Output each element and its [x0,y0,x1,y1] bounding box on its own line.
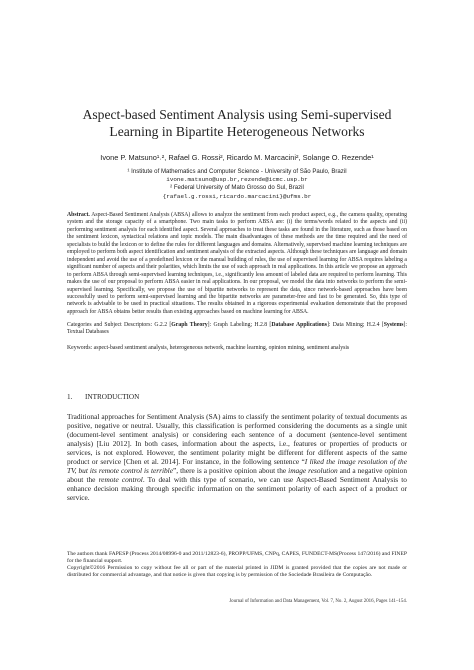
affiliations [40,168,434,201]
abstract-label: Abstract. [67,212,90,218]
categories-mid-1: ]: Graph Labeling; H.2.8 [ [207,322,272,328]
abstract [67,212,407,316]
categories-prefix: Categories and Subject Descriptors: G.2.2 [ [67,322,172,328]
funding-footnote: The authors thank FAPESP (Process 2014/08996-0 and 2011/12823-6), PROPP/UFMS, CNPq, CAPES, FUNDECT-MS(Process 147/2016) and FINEP for the financial support. [67,551,407,565]
intro-aspect-1: image resolution [288,466,338,476]
paper-title [40,106,434,140]
category-database-applications: Database Applications [271,322,327,328]
copyright-footnote: Copyright©2016 Permission to copy without fee all or part of the material printed in JIDM is granted provided that the copies are not made or distributed for commercial advantage, and that notice is given that copying is by permission of the Sociedade Brasileira de Computação. [67,565,407,579]
author-list: Ivone P. Matsuno¹˒², Rafael G. Rossi², Ricardo M. Marcacini², Solange O. Rezende¹ [100,153,374,162]
intro-aspect-2: remote control [98,475,143,485]
intro-example-quote: I liked the image resolution of the TV, but its remote control is terrible [67,457,407,476]
section-number: 1. [67,393,73,401]
category-systems: Systems [383,322,404,328]
affiliation-2: ² Federal University of Mato Grosso do Sul, Brazil [170,184,304,192]
section-title: INTRODUCTION [85,393,140,401]
intro-text-1: Traditional approaches for Sentiment Analysis (SA) aims to classify the sentiment polarity of textual documents as positive, negative or neutral. Usually, this classification is performed considering the documents as a single unit (document-level sentiment analysis) or considering each sentence of a document (sentence-level sentiment analysis) [Liu 2012]. In both cases, information about the aspects, i.e., features or properties of products or services, is not explored. However, the sentiment polarity might be different for different aspects of the same product or service [Chen et al. 2014]. For instance, in the following sentence “ [67,412,407,467]
title-line-2: Learning in Bipartite Heterogeneous Networks [109,124,365,139]
title-line-1: Aspect-based Sentiment Analysis using Semi-supervised [82,107,392,122]
intro-text-2: ”, there is a positive opinion about the [172,466,289,476]
footnotes [67,551,407,579]
section-heading [67,393,139,402]
categories-mid-2: ]: Data Mining; H.2.4 [ [327,322,384,328]
categories-suffix: ]: Textual Databases [67,322,408,336]
keywords: Keywords: aspect-based sentiment analysis, heterogeneous network, machine learning, opinion mining, sentiment analysis [67,345,350,351]
email-1: ivone.matsuno@usp.br,rezende@icmc.usp.br [166,176,308,184]
email-2: {rafael.g.rossi,ricardo.marcacini}@ufms.br [162,192,312,200]
journal-citation: Journal of Information and Data Management, Vol. 7, No. 2, August 2016, Pages 141–154. [229,599,407,604]
intro-text-4: . To deal with this type of scenario, we can use Aspect-Based Sentiment Analysis to enhance decision making through specific information on the sentiment polarity of each aspect of a product or service. [67,475,407,503]
categories-descriptors [67,322,407,337]
intro-text-3: and a negative opinion about the [67,466,407,485]
introduction-paragraph [67,412,407,502]
abstract-text: Aspect-Based Sentiment Analysis (ABSA) allows to analyze the sentiment from each product aspect, e.g., the camera quality, operating system and the storage capacity of a smartphone. Two main tasks to perform ABSA are: (i) the terms/words related to the aspects and (ii) performing sentiment analysis for each identified aspect. Several approaches to treat these tasks are found in the literature, such as those based on the sentiment lexicon, syntactical relations and topic models. The main disadvantages of these methods are the time required and the need of specialists to build the lexicon or to define the rules for different languages and domains. Alternatively, supervised machine learning techniques are employed to perform both aspect identification and sentiment analysis of the extracted aspects. Although these techniques are language and domain independent and avoid the use of a predefined lexicon or the manual building of rules, the use of supervised learning for ABSA requires labeling a significant number of aspects and their polarities, which limits the use of such approach in real applications. In this article we propose an approach to perform ABSA through semi-supervised learning techniques, i.e., significantly less amount of labeled data are required to perform learning. This makes the use of our proposal to perform ABSA easier in real applications. In our proposal, we model the data into networks to perform the semi-supervised learning. Specifically, we propose the use of bipartite networks to represent the data, since network-based approaches have been successfully used to perform semi-supervised learning and the bipartite networks are parameter-free and fast to be generated. So, this type of network is advisable to be used in practical situations. The results obtained in a rigorous experimental evaluation demonstrate that the proposed approach for ABSA obtains better results than existing approaches based on machine learning for ABSA. [67,212,408,315]
affiliation-1: ¹ Institute of Mathematics and Computer Science - University of São Paulo, Brazil [127,168,347,175]
category-graph-theory: Graph Theory [171,322,208,328]
